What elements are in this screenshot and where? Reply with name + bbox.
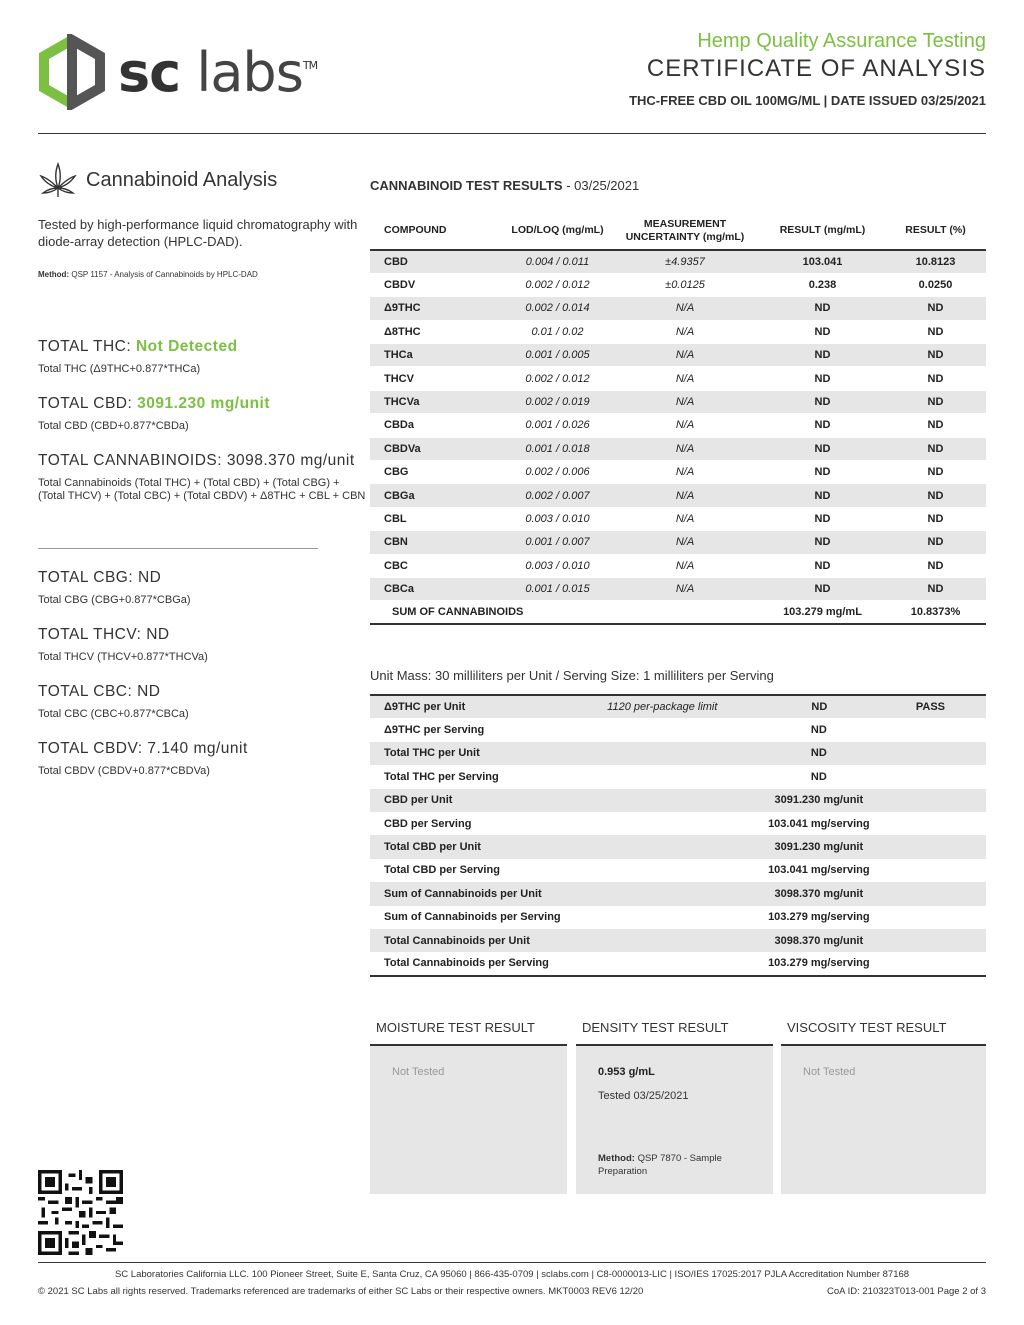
col-uncertainty: MEASUREMENT UNCERTAINTY (mg/mL) <box>610 212 760 250</box>
unit-cell <box>592 835 764 858</box>
table-cell: ±0.0125 <box>610 273 760 296</box>
table-cell: CBDa <box>370 414 505 437</box>
unit-row <box>370 906 986 929</box>
total-formula: Total Cannabinoids (Total THC) + (Total CBD) + (Total CBG) + (Total THCV) + (Total CBC) + (Total CBDV) + Δ8THC + CBL + CBN <box>38 477 366 502</box>
table-row <box>370 344 986 367</box>
unit-cell: Total CBD per Serving <box>370 859 592 882</box>
table-cell: 0.002 / 0.019 <box>505 390 610 413</box>
sc-labs-logo <box>38 34 317 110</box>
col-compound: COMPOUND <box>370 212 505 250</box>
method-note: Method: QSP 1157 - Analysis of Cannabinoids by HPLC-DAD <box>38 270 258 279</box>
table-cell: ND <box>760 344 885 367</box>
table-cell: ND <box>760 484 885 507</box>
total-heading: TOTAL CBC: ND <box>38 683 161 700</box>
total-block <box>38 338 368 376</box>
unit-row <box>370 789 986 812</box>
density-tested-date: Tested 03/25/2021 <box>598 1090 689 1102</box>
moisture-title: MOISTURE TEST RESULT <box>370 1010 567 1046</box>
results-table <box>370 212 986 625</box>
total-heading: TOTAL CANNABINOIDS: 3098.370 mg/unit <box>38 452 355 469</box>
table-row <box>370 437 986 460</box>
table-cell: ND <box>760 461 885 484</box>
density-value: 0.953 g/mL <box>598 1066 655 1078</box>
table-row <box>370 554 986 577</box>
unit-cell <box>592 859 764 882</box>
header-titles <box>629 30 986 108</box>
table-cell: ND <box>760 531 885 554</box>
table-cell: 0.001 / 0.015 <box>505 577 610 600</box>
total-block <box>38 626 368 664</box>
header <box>38 30 986 134</box>
total-block <box>38 740 368 778</box>
table-cell: 0.238 <box>760 273 885 296</box>
table-cell: ND <box>760 367 885 390</box>
table-row <box>370 507 986 530</box>
viscosity-title: VISCOSITY TEST RESULT <box>781 1010 986 1046</box>
footer-row <box>38 1286 986 1297</box>
table-cell: ND <box>760 297 885 320</box>
table-cell: N/A <box>610 577 760 600</box>
unit-row <box>370 835 986 858</box>
unit-cell: ND <box>764 695 875 718</box>
table-cell: 0.01 / 0.02 <box>505 320 610 343</box>
table-row <box>370 367 986 390</box>
unit-row <box>370 812 986 835</box>
unit-cell <box>592 765 764 788</box>
table-cell: ND <box>885 437 986 460</box>
unit-row <box>370 859 986 882</box>
table-cell: ND <box>760 320 885 343</box>
total-heading: TOTAL CBD: 3091.230 mg/unit <box>38 395 271 412</box>
table-cell: N/A <box>610 390 760 413</box>
total-block <box>38 683 368 721</box>
table-cell: ND <box>760 577 885 600</box>
total-heading: TOTAL CBG: ND <box>38 569 162 586</box>
table-cell: 0.001 / 0.026 <box>505 414 610 437</box>
col-lodloq: LOD/LOQ (mg/mL) <box>505 212 610 250</box>
unit-cell: CBD per Unit <box>370 789 592 812</box>
total-formula: Total THCV (THCV+0.877*THCVa) <box>38 651 208 663</box>
unit-row <box>370 765 986 788</box>
unit-cell: Δ9THC per Unit <box>370 695 592 718</box>
table-cell: 0.002 / 0.014 <box>505 297 610 320</box>
table-cell: THCV <box>370 367 505 390</box>
table-cell: N/A <box>610 367 760 390</box>
viscosity-body: Not Tested <box>781 1046 986 1194</box>
unit-cell: ND <box>764 765 986 788</box>
table-row <box>370 461 986 484</box>
table-cell: N/A <box>610 484 760 507</box>
unit-row <box>370 952 986 975</box>
sum-cell: 10.8373% <box>885 601 986 624</box>
table-cell: N/A <box>610 554 760 577</box>
left-column <box>38 160 368 777</box>
total-formula: Total CBC (CBC+0.877*CBCa) <box>38 708 189 720</box>
table-cell: 0.003 / 0.010 <box>505 507 610 530</box>
table-cell: ND <box>885 461 986 484</box>
total-heading: TOTAL THCV: ND <box>38 626 170 643</box>
unit-cell: 103.279 mg/serving <box>764 952 986 975</box>
table-cell: ND <box>760 554 885 577</box>
density-box <box>576 1010 773 1194</box>
table-row <box>370 414 986 437</box>
table-cell: ND <box>760 414 885 437</box>
unit-cell: 3098.370 mg/unit <box>764 929 986 952</box>
intro-text: Tested by high-performance liquid chromatography with diode-array detection (HPLC-DAD). <box>38 217 358 249</box>
hexagon-logo-icon <box>38 34 106 110</box>
table-cell: 0.0250 <box>885 273 986 296</box>
unit-cell <box>592 952 764 975</box>
unit-cell: 3098.370 mg/unit <box>764 882 986 905</box>
table-row <box>370 250 986 273</box>
table-cell: ND <box>760 437 885 460</box>
header-subtitle: Hemp Quality Assurance Testing <box>697 30 986 52</box>
table-cell: ND <box>885 297 986 320</box>
col-result-mg: RESULT (mg/mL) <box>760 212 885 250</box>
density-body <box>576 1046 773 1194</box>
unit-cell: PASS <box>875 695 986 718</box>
table-cell: CBD <box>370 250 505 273</box>
table-cell: Δ8THC <box>370 320 505 343</box>
unit-cell <box>592 742 764 765</box>
sum-cell: 103.279 mg/mL <box>760 601 885 624</box>
table-cell: ND <box>885 507 986 530</box>
table-cell: 0.002 / 0.012 <box>505 273 610 296</box>
footer <box>38 1262 986 1297</box>
unit-row <box>370 718 986 741</box>
table-cell: N/A <box>610 507 760 530</box>
unit-cell: 103.041 mg/serving <box>764 812 986 835</box>
table-cell: ND <box>885 531 986 554</box>
footer-address: SC Laboratories California LLC. 100 Pioneer Street, Suite E, Santa Cruz, CA 95060 | 866-435-0709 | sclabs.com | C8-0000013-LIC | ISO/IES 17025:2017 PJLA Accreditation Number 87168 <box>114 1269 910 1280</box>
footer-copyright: © 2021 SC Labs all rights reserved. Trademarks referenced are trademarks of either SC Labs or their respective owners. MKT0003 REV6 12/20 <box>38 1286 644 1297</box>
table-cell: CBN <box>370 531 505 554</box>
table-cell: THCa <box>370 344 505 367</box>
table-cell: 0.002 / 0.007 <box>505 484 610 507</box>
unit-cell: Total THC per Unit <box>370 742 592 765</box>
unit-cell: Total Cannabinoids per Unit <box>370 929 592 952</box>
table-cell: Δ9THC <box>370 297 505 320</box>
total-heading: TOTAL THC: Not Detected <box>38 338 238 355</box>
total-formula: Total THC (Δ9THC+0.877*THCa) <box>38 363 201 375</box>
viscosity-box <box>781 1010 986 1194</box>
table-cell: CBCa <box>370 577 505 600</box>
table-cell: CBG <box>370 461 505 484</box>
moisture-body: Not Tested <box>370 1046 567 1194</box>
table-cell: CBGa <box>370 484 505 507</box>
total-formula: Total CBD (CBD+0.877*CBDa) <box>38 420 189 432</box>
table-cell: CBDVa <box>370 437 505 460</box>
table-cell: N/A <box>610 531 760 554</box>
table-header-row <box>370 212 986 250</box>
unit-cell: Sum of Cannabinoids per Serving <box>370 906 592 929</box>
table-row <box>370 273 986 296</box>
logo-wordmark: sc labs™ <box>118 40 318 104</box>
table-cell: ND <box>885 554 986 577</box>
cannabis-leaf-icon <box>38 160 78 200</box>
total-heading: TOTAL CBDV: 7.140 mg/unit <box>38 740 248 757</box>
unit-cell: 3091.230 mg/unit <box>764 835 986 858</box>
unit-cell: Sum of Cannabinoids per Unit <box>370 882 592 905</box>
unit-cell: 1120 per-package limit <box>592 695 764 718</box>
table-cell: ND <box>760 390 885 413</box>
col-result-pct: RESULT (%) <box>885 212 986 250</box>
unit-cell <box>592 882 764 905</box>
table-cell: N/A <box>610 461 760 484</box>
unit-cell <box>592 929 764 952</box>
table-row <box>370 320 986 343</box>
table-cell: ND <box>885 577 986 600</box>
table-row <box>370 297 986 320</box>
table-cell: 0.003 / 0.010 <box>505 554 610 577</box>
table-cell: N/A <box>610 297 760 320</box>
unit-cell <box>592 812 764 835</box>
table-row <box>370 484 986 507</box>
section-title-text: Cannabinoid Analysis <box>86 168 278 191</box>
page-title: CERTIFICATE OF ANALYSIS <box>646 55 986 82</box>
divider <box>38 548 318 549</box>
density-method: Method: QSP 7870 - Sample Preparation <box>598 1153 722 1177</box>
unit-cell: CBD per Serving <box>370 812 592 835</box>
table-cell: 0.002 / 0.006 <box>505 461 610 484</box>
table-cell: ND <box>885 414 986 437</box>
qr-code[interactable] <box>38 1170 123 1255</box>
total-block <box>38 395 368 433</box>
table-cell: CBL <box>370 507 505 530</box>
unit-cell: Total CBD per Unit <box>370 835 592 858</box>
table-cell: THCVa <box>370 390 505 413</box>
unit-cell: 3091.230 mg/unit <box>764 789 986 812</box>
table-cell: 0.001 / 0.007 <box>505 531 610 554</box>
table-cell: ND <box>885 484 986 507</box>
unit-cell: Δ9THC per Serving <box>370 718 592 741</box>
table-cell: 0.001 / 0.018 <box>505 437 610 460</box>
table-row <box>370 577 986 600</box>
table-cell: CBC <box>370 554 505 577</box>
table-cell: 0.002 / 0.012 <box>505 367 610 390</box>
unit-row <box>370 929 986 952</box>
results-title: CANNABINOID TEST RESULTS - 03/25/2021 <box>370 178 640 193</box>
unit-table <box>370 694 986 977</box>
product-line: THC-FREE CBD OIL 100MG/ML | DATE ISSUED 03/25/2021 <box>629 93 986 108</box>
unit-cell <box>592 718 764 741</box>
table-cell: 0.004 / 0.011 <box>505 250 610 273</box>
unit-cell: ND <box>764 742 986 765</box>
section-title <box>38 160 368 200</box>
unit-cell: ND <box>764 718 986 741</box>
total-block <box>38 452 368 503</box>
table-cell: ND <box>885 320 986 343</box>
table-cell: ND <box>885 390 986 413</box>
unit-row <box>370 882 986 905</box>
unit-cell: 103.279 mg/serving <box>764 906 986 929</box>
sum-cell: SUM OF CANNABINOIDS <box>370 601 760 624</box>
density-title: DENSITY TEST RESULT <box>576 1010 773 1046</box>
table-cell: N/A <box>610 344 760 367</box>
table-cell: 103.041 <box>760 250 885 273</box>
unit-cell: Total Cannabinoids per Serving <box>370 952 592 975</box>
unit-cell <box>592 789 764 812</box>
unit-cell: Total THC per Serving <box>370 765 592 788</box>
unit-row <box>370 695 986 718</box>
total-formula: Total CBG (CBG+0.877*CBGa) <box>38 594 191 606</box>
table-cell: N/A <box>610 414 760 437</box>
table-cell: ±4.9357 <box>610 250 760 273</box>
table-cell: ND <box>885 367 986 390</box>
table-cell: ND <box>885 344 986 367</box>
table-cell: N/A <box>610 320 760 343</box>
total-block <box>38 569 368 607</box>
table-cell: CBDV <box>370 273 505 296</box>
unit-row <box>370 742 986 765</box>
unit-cell <box>592 906 764 929</box>
table-row <box>370 531 986 554</box>
footer-coa-id: CoA ID: 210323T013-001 Page 2 of 3 <box>827 1286 986 1297</box>
unit-cell: 103.041 mg/serving <box>764 859 986 882</box>
sum-row <box>370 601 986 624</box>
unit-title: Unit Mass: 30 milliliters per Unit / Serving Size: 1 milliliters per Serving <box>370 668 774 683</box>
table-cell: ND <box>760 507 885 530</box>
table-cell: 0.001 / 0.005 <box>505 344 610 367</box>
total-formula: Total CBDV (CBDV+0.877*CBDVa) <box>38 765 210 777</box>
moisture-box <box>370 1010 567 1194</box>
table-cell: 10.8123 <box>885 250 986 273</box>
table-cell: N/A <box>610 437 760 460</box>
table-row <box>370 390 986 413</box>
